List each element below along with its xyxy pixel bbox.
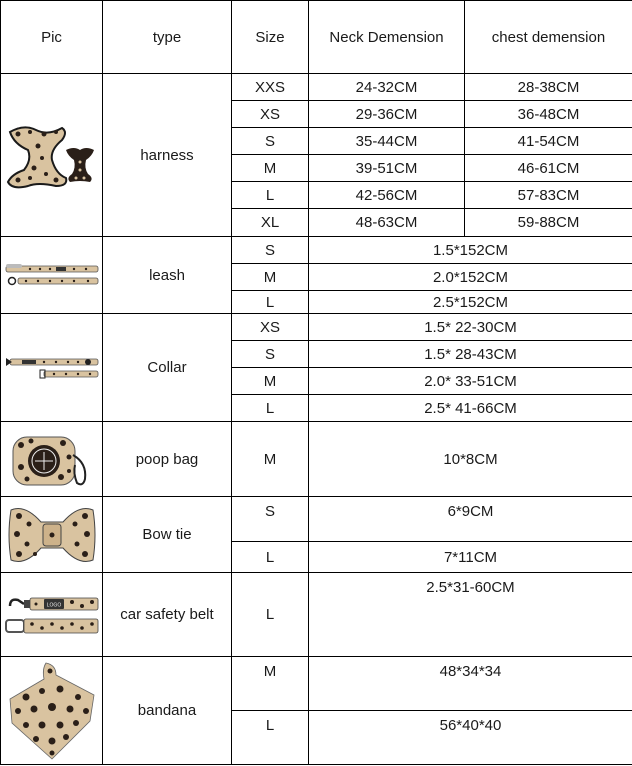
size-cell: XL: [232, 209, 309, 237]
neck-cell: 29-36CM: [309, 101, 465, 128]
dimension-cell: 2.0*152CM: [309, 264, 632, 291]
header-size: Size: [232, 1, 309, 74]
table-row: [1, 237, 632, 264]
leash-icon: [4, 260, 100, 290]
chest-cell: 57-83CM: [465, 182, 632, 209]
header-row: [1, 1, 632, 74]
product-type-car-safety-belt: car safety belt: [103, 573, 232, 657]
size-cell: S: [232, 497, 309, 542]
poop-bag-holder-icon: [7, 427, 97, 491]
size-cell: L: [232, 291, 309, 314]
product-type-collar: Collar: [103, 314, 232, 422]
neck-cell: 42-56CM: [309, 182, 465, 209]
dimension-cell: 2.5* 41-66CM: [309, 395, 632, 422]
harness-icon: [4, 120, 100, 190]
header-type: type: [103, 1, 232, 74]
dimension-cell: 1.5* 28-43CM: [309, 341, 632, 368]
dimension-cell: 10*8CM: [309, 422, 632, 497]
size-cell: XXS: [232, 74, 309, 101]
dimension-cell: 2.0* 33-51CM: [309, 368, 632, 395]
collar-image: [1, 314, 103, 422]
size-cell: S: [232, 341, 309, 368]
table-row: [1, 497, 632, 542]
chest-cell: 41-54CM: [465, 128, 632, 155]
chest-cell: 46-61CM: [465, 155, 632, 182]
chest-cell: 36-48CM: [465, 101, 632, 128]
dimension-cell: 7*11CM: [309, 542, 632, 573]
collar-icon: [4, 355, 100, 381]
car-safety-belt-icon: [4, 590, 100, 640]
leash-image: [1, 237, 103, 314]
neck-cell: 24-32CM: [309, 74, 465, 101]
table-row: [1, 74, 632, 101]
size-cell: XS: [232, 101, 309, 128]
dimension-cell: 1.5*152CM: [309, 237, 632, 264]
dimension-cell: 1.5* 22-30CM: [309, 314, 632, 341]
size-cell: M: [232, 368, 309, 395]
poop-bag-image: [1, 422, 103, 497]
chest-cell: 59-88CM: [465, 209, 632, 237]
bow-tie-icon: [7, 502, 97, 568]
harness-image: [1, 74, 103, 237]
bandana-image: [1, 657, 103, 765]
size-cell: M: [232, 155, 309, 182]
bandana-icon: [6, 661, 98, 761]
dimension-cell: 6*9CM: [309, 497, 632, 542]
size-cell: L: [232, 711, 309, 765]
header-chest: chest demension: [465, 1, 632, 74]
size-cell: M: [232, 264, 309, 291]
svg-text:LOGO: LOGO: [46, 602, 61, 608]
product-type-leash: leash: [103, 237, 232, 314]
size-cell: L: [232, 395, 309, 422]
header-neck: Neck Demension: [309, 1, 465, 74]
size-cell: S: [232, 237, 309, 264]
size-cell: M: [232, 422, 309, 497]
size-cell: M: [232, 657, 309, 711]
size-cell: L: [232, 182, 309, 209]
size-cell: S: [232, 128, 309, 155]
table-row: [1, 422, 632, 497]
car-safety-belt-image: [1, 573, 103, 657]
neck-cell: 39-51CM: [309, 155, 465, 182]
dimension-cell: 2.5*152CM: [309, 291, 632, 314]
product-type-bandana: bandana: [103, 657, 232, 765]
bow-tie-image: [1, 497, 103, 573]
table-row: [1, 314, 632, 341]
table-row: [1, 657, 632, 711]
product-type-bow-tie: Bow tie: [103, 497, 232, 573]
table-row: [1, 573, 632, 657]
chest-cell: 28-38CM: [465, 74, 632, 101]
neck-cell: 48-63CM: [309, 209, 465, 237]
dimension-cell: 48*34*34: [309, 657, 632, 711]
size-cell: L: [232, 573, 309, 657]
product-type-poop-bag: poop bag: [103, 422, 232, 497]
dimension-cell: 56*40*40: [309, 711, 632, 765]
size-cell: L: [232, 542, 309, 573]
header-pic: Pic: [1, 1, 103, 74]
dimension-cell: 2.5*31-60CM: [309, 573, 632, 657]
neck-cell: 35-44CM: [309, 128, 465, 155]
product-type-harness: harness: [103, 74, 232, 237]
size-cell: XS: [232, 314, 309, 341]
